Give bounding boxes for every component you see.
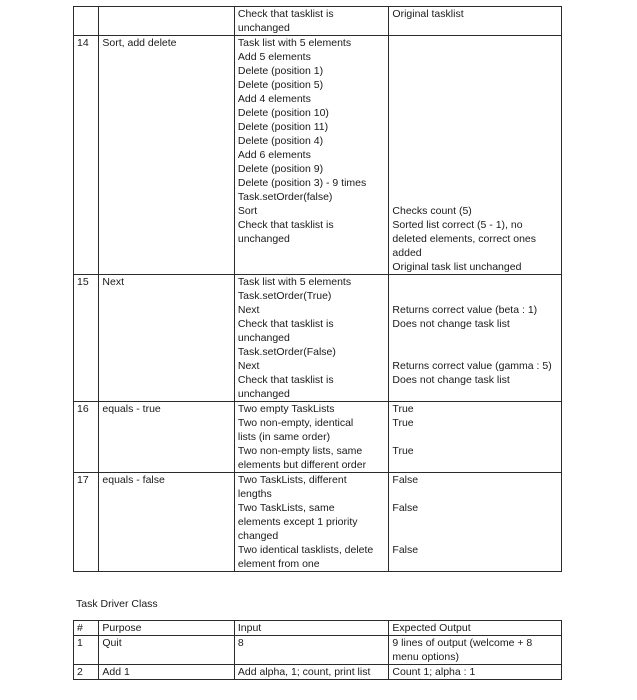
row-number: 14 bbox=[74, 36, 99, 275]
output-line: Does not change task list bbox=[392, 374, 510, 386]
row-number bbox=[74, 7, 99, 36]
output-line bbox=[392, 148, 558, 162]
input-line: Two identical tasklists, delete bbox=[237, 544, 374, 556]
output-line bbox=[392, 106, 558, 120]
output-line bbox=[392, 387, 558, 401]
row-input bbox=[234, 636, 389, 665]
output-line bbox=[392, 458, 558, 472]
input-line: Delete (position 5) bbox=[237, 79, 324, 91]
output-line bbox=[392, 345, 558, 359]
input-line: Delete (position 9) bbox=[237, 163, 324, 175]
input-line: Two TaskLists, different bbox=[237, 474, 347, 486]
output-line: Returns correct value (beta : 1) bbox=[392, 304, 538, 316]
input-line: unchanged bbox=[237, 22, 290, 34]
test-cases-table bbox=[73, 6, 562, 572]
output-line: False bbox=[392, 474, 419, 486]
input-line: Check that tasklist is bbox=[237, 219, 334, 231]
input-line: lists (in same order) bbox=[237, 431, 331, 443]
row-purpose: Sort, add delete bbox=[99, 36, 234, 275]
output-line bbox=[392, 331, 558, 345]
row-number: 1 bbox=[74, 636, 99, 665]
input-line: Task.setOrder(false) bbox=[237, 191, 333, 203]
input-line: elements but different order bbox=[237, 459, 367, 471]
input-line: Next bbox=[237, 360, 260, 372]
input-line: Task list with 5 elements bbox=[237, 37, 352, 49]
output-line: Checks count (5) bbox=[392, 205, 472, 217]
row-input bbox=[234, 473, 389, 572]
header-row bbox=[74, 621, 562, 636]
row-input bbox=[234, 275, 389, 402]
output-line: Does not change task list bbox=[392, 318, 510, 330]
table-row bbox=[74, 402, 562, 473]
output-line: added bbox=[392, 247, 422, 259]
row-output bbox=[389, 275, 562, 402]
row-output bbox=[389, 636, 562, 665]
input-line: Two TaskLists, same bbox=[237, 502, 335, 514]
output-line: Returns correct value (gamma : 5) bbox=[392, 360, 552, 372]
input-line: element from one bbox=[237, 558, 320, 570]
header-purpose: Purpose bbox=[99, 621, 234, 636]
header-num: # bbox=[74, 621, 99, 636]
output-line bbox=[392, 50, 558, 64]
input-line: lengths bbox=[237, 488, 272, 500]
table-row bbox=[74, 7, 562, 36]
input-line: Check that tasklist is bbox=[237, 8, 334, 20]
input-line: Delete (position 1) bbox=[237, 65, 324, 77]
output-line bbox=[392, 190, 558, 204]
row-purpose: Add 1 bbox=[99, 665, 234, 680]
output-line: 9 lines of output (welcome + 8 bbox=[392, 637, 533, 649]
task-driver-body bbox=[74, 636, 562, 680]
input-line: unchanged bbox=[237, 233, 290, 245]
input-line: Check that tasklist is bbox=[237, 318, 334, 330]
input-line: Task list with 5 elements bbox=[237, 276, 352, 288]
input-line: Add 5 elements bbox=[237, 51, 311, 63]
row-input bbox=[234, 402, 389, 473]
row-purpose bbox=[99, 7, 234, 36]
output-line: Original tasklist bbox=[392, 8, 464, 20]
input-line: Check that tasklist is bbox=[237, 374, 334, 386]
input-line: Two non-empty, identical bbox=[237, 417, 354, 429]
table-row bbox=[74, 36, 562, 275]
row-input bbox=[234, 7, 389, 36]
table-row bbox=[74, 275, 562, 402]
output-line bbox=[392, 289, 558, 303]
input-line: changed bbox=[237, 530, 279, 542]
row-output bbox=[389, 7, 562, 36]
output-line bbox=[392, 78, 558, 92]
output-line: True bbox=[392, 445, 414, 457]
row-number: 17 bbox=[74, 473, 99, 572]
output-line bbox=[392, 64, 558, 78]
input-line: Sort bbox=[237, 205, 258, 217]
row-number: 15 bbox=[74, 275, 99, 402]
task-driver-table bbox=[73, 620, 562, 680]
input-line: Task.setOrder(True) bbox=[237, 290, 332, 302]
row-input bbox=[234, 36, 389, 275]
row-input bbox=[234, 665, 389, 680]
input-line: Two empty TaskLists bbox=[237, 403, 335, 415]
output-line: Count 1; alpha : 1 bbox=[392, 666, 476, 678]
output-line: False bbox=[392, 544, 419, 556]
row-output bbox=[389, 36, 562, 275]
output-line: Original task list unchanged bbox=[392, 261, 522, 273]
output-line: deleted elements, correct ones bbox=[392, 233, 537, 245]
input-line: 8 bbox=[237, 637, 244, 649]
row-number: 16 bbox=[74, 402, 99, 473]
row-output bbox=[389, 665, 562, 680]
output-line bbox=[392, 487, 558, 501]
input-line: Delete (position 10) bbox=[237, 107, 329, 119]
input-line: Add 6 elements bbox=[237, 149, 311, 161]
header-input: Input bbox=[234, 621, 389, 636]
table-row bbox=[74, 473, 562, 572]
header-expected-output: Expected Output bbox=[389, 621, 562, 636]
row-output bbox=[389, 473, 562, 572]
output-line: menu options) bbox=[392, 651, 459, 663]
output-line bbox=[392, 162, 558, 176]
row-purpose: equals - false bbox=[99, 473, 234, 572]
output-line: True bbox=[392, 403, 414, 415]
row-output bbox=[389, 402, 562, 473]
input-line: Delete (position 3) - 9 times bbox=[237, 177, 367, 189]
output-line bbox=[392, 134, 558, 148]
output-line bbox=[392, 120, 558, 134]
row-purpose: Next bbox=[99, 275, 234, 402]
input-line: Next bbox=[237, 304, 260, 316]
input-line: Two non-empty lists, same bbox=[237, 445, 363, 457]
table-row bbox=[74, 665, 562, 680]
output-line: Sorted list correct (5 - 1), no bbox=[392, 219, 523, 231]
input-line: Add alpha, 1; count, print list bbox=[237, 666, 371, 678]
output-line bbox=[392, 557, 558, 571]
row-number: 2 bbox=[74, 665, 99, 680]
output-line bbox=[392, 515, 558, 529]
test-cases-body bbox=[74, 7, 562, 572]
output-line bbox=[392, 275, 558, 289]
input-line: unchanged bbox=[237, 332, 290, 344]
input-line: Add 4 elements bbox=[237, 93, 311, 105]
input-line: elements except 1 priority bbox=[237, 516, 358, 528]
output-line bbox=[392, 529, 558, 543]
output-line bbox=[392, 36, 558, 50]
input-line: Task.setOrder(False) bbox=[237, 346, 336, 358]
row-purpose: equals - true bbox=[99, 402, 234, 473]
row-purpose: Quit bbox=[99, 636, 234, 665]
output-line: False bbox=[392, 502, 419, 514]
output-line bbox=[392, 176, 558, 190]
section-title: Task Driver Class bbox=[76, 598, 158, 610]
output-line bbox=[392, 92, 558, 106]
output-line bbox=[392, 430, 558, 444]
input-line: unchanged bbox=[237, 388, 290, 400]
output-line: True bbox=[392, 417, 414, 429]
table-row bbox=[74, 636, 562, 665]
input-line: Delete (position 11) bbox=[237, 121, 329, 133]
input-line: Delete (position 4) bbox=[237, 135, 324, 147]
